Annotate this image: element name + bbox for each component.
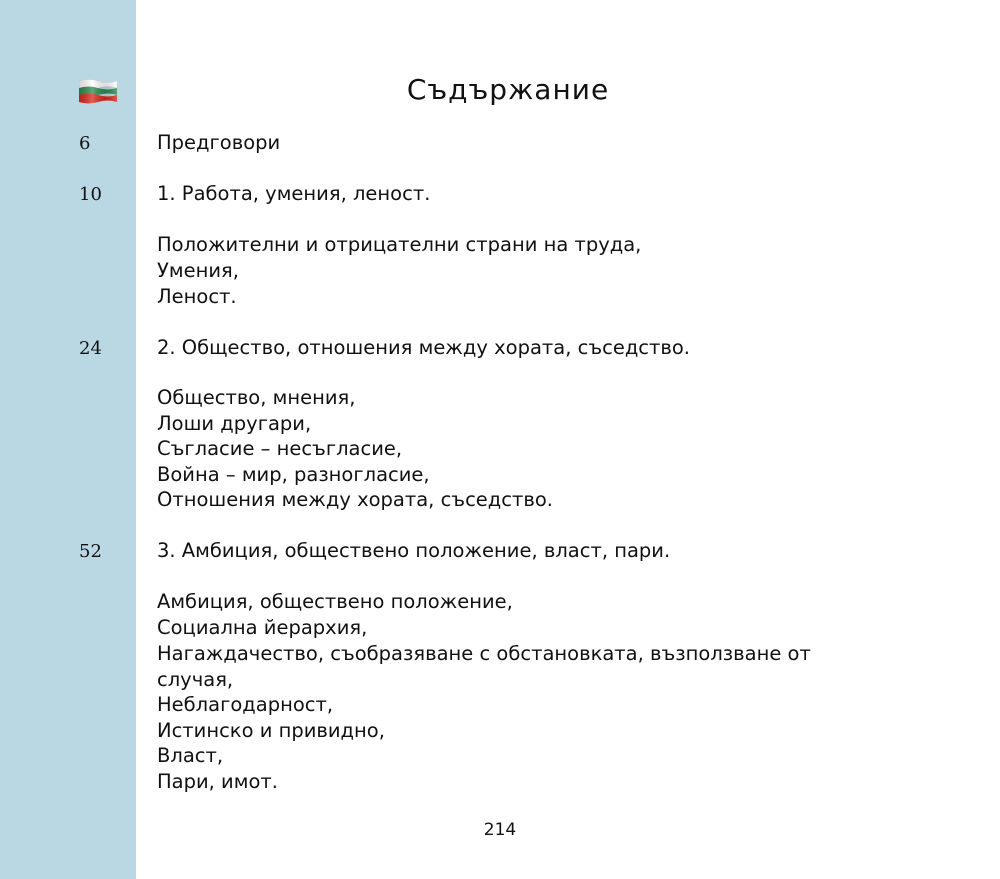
toc-page-number: 52 (79, 541, 102, 562)
toc-subentry: Лоши другари, (157, 412, 312, 435)
bulgarian-flag-icon (79, 78, 117, 105)
toc-subentry: Положителни и отрицателни страни на труда, (157, 233, 642, 256)
footer-page-number: 214 (483, 820, 517, 840)
toc-page-number: 10 (79, 184, 102, 205)
toc-subentry: Социална йерархия, (157, 616, 368, 639)
toc-page-number: 6 (79, 133, 91, 154)
toc-subentry: случая, (157, 668, 234, 691)
toc-subentry: Съгласие – несъгласие, (157, 437, 403, 460)
toc-subentry: Амбиция, обществено положение, (157, 590, 513, 613)
toc-subentry: Отношения между хората, съседство. (157, 488, 553, 511)
toc-subentry: Общество, мнения, (157, 386, 356, 409)
sidebar-band (0, 0, 136, 879)
toc-subentry: Умения, (157, 259, 239, 282)
toc-subentry: Неблагодарност, (157, 693, 334, 716)
toc-entry-preface: Предговори (157, 131, 281, 154)
toc-chapter-heading: 2. Общество, отношения между хората, съседство. (157, 336, 691, 359)
toc-subentry: Нагаждачество, съобразяване с обстановката, възползване от (157, 642, 811, 665)
toc-page-number: 24 (79, 338, 102, 359)
toc-subentry: Власт, (157, 744, 224, 767)
toc-chapter-heading: 3. Амбиция, обществено положение, власт, пари. (157, 539, 671, 562)
page-title: Съдържание (406, 73, 610, 106)
toc-subentry: Война – мир, разногласие, (157, 463, 430, 486)
toc-subentry: Истинско и привидно, (157, 719, 385, 742)
toc-subentry: Пари, имот. (157, 770, 278, 793)
toc-chapter-heading: 1. Работа, умения, леност. (157, 182, 431, 205)
toc-subentry: Леност. (157, 285, 237, 308)
